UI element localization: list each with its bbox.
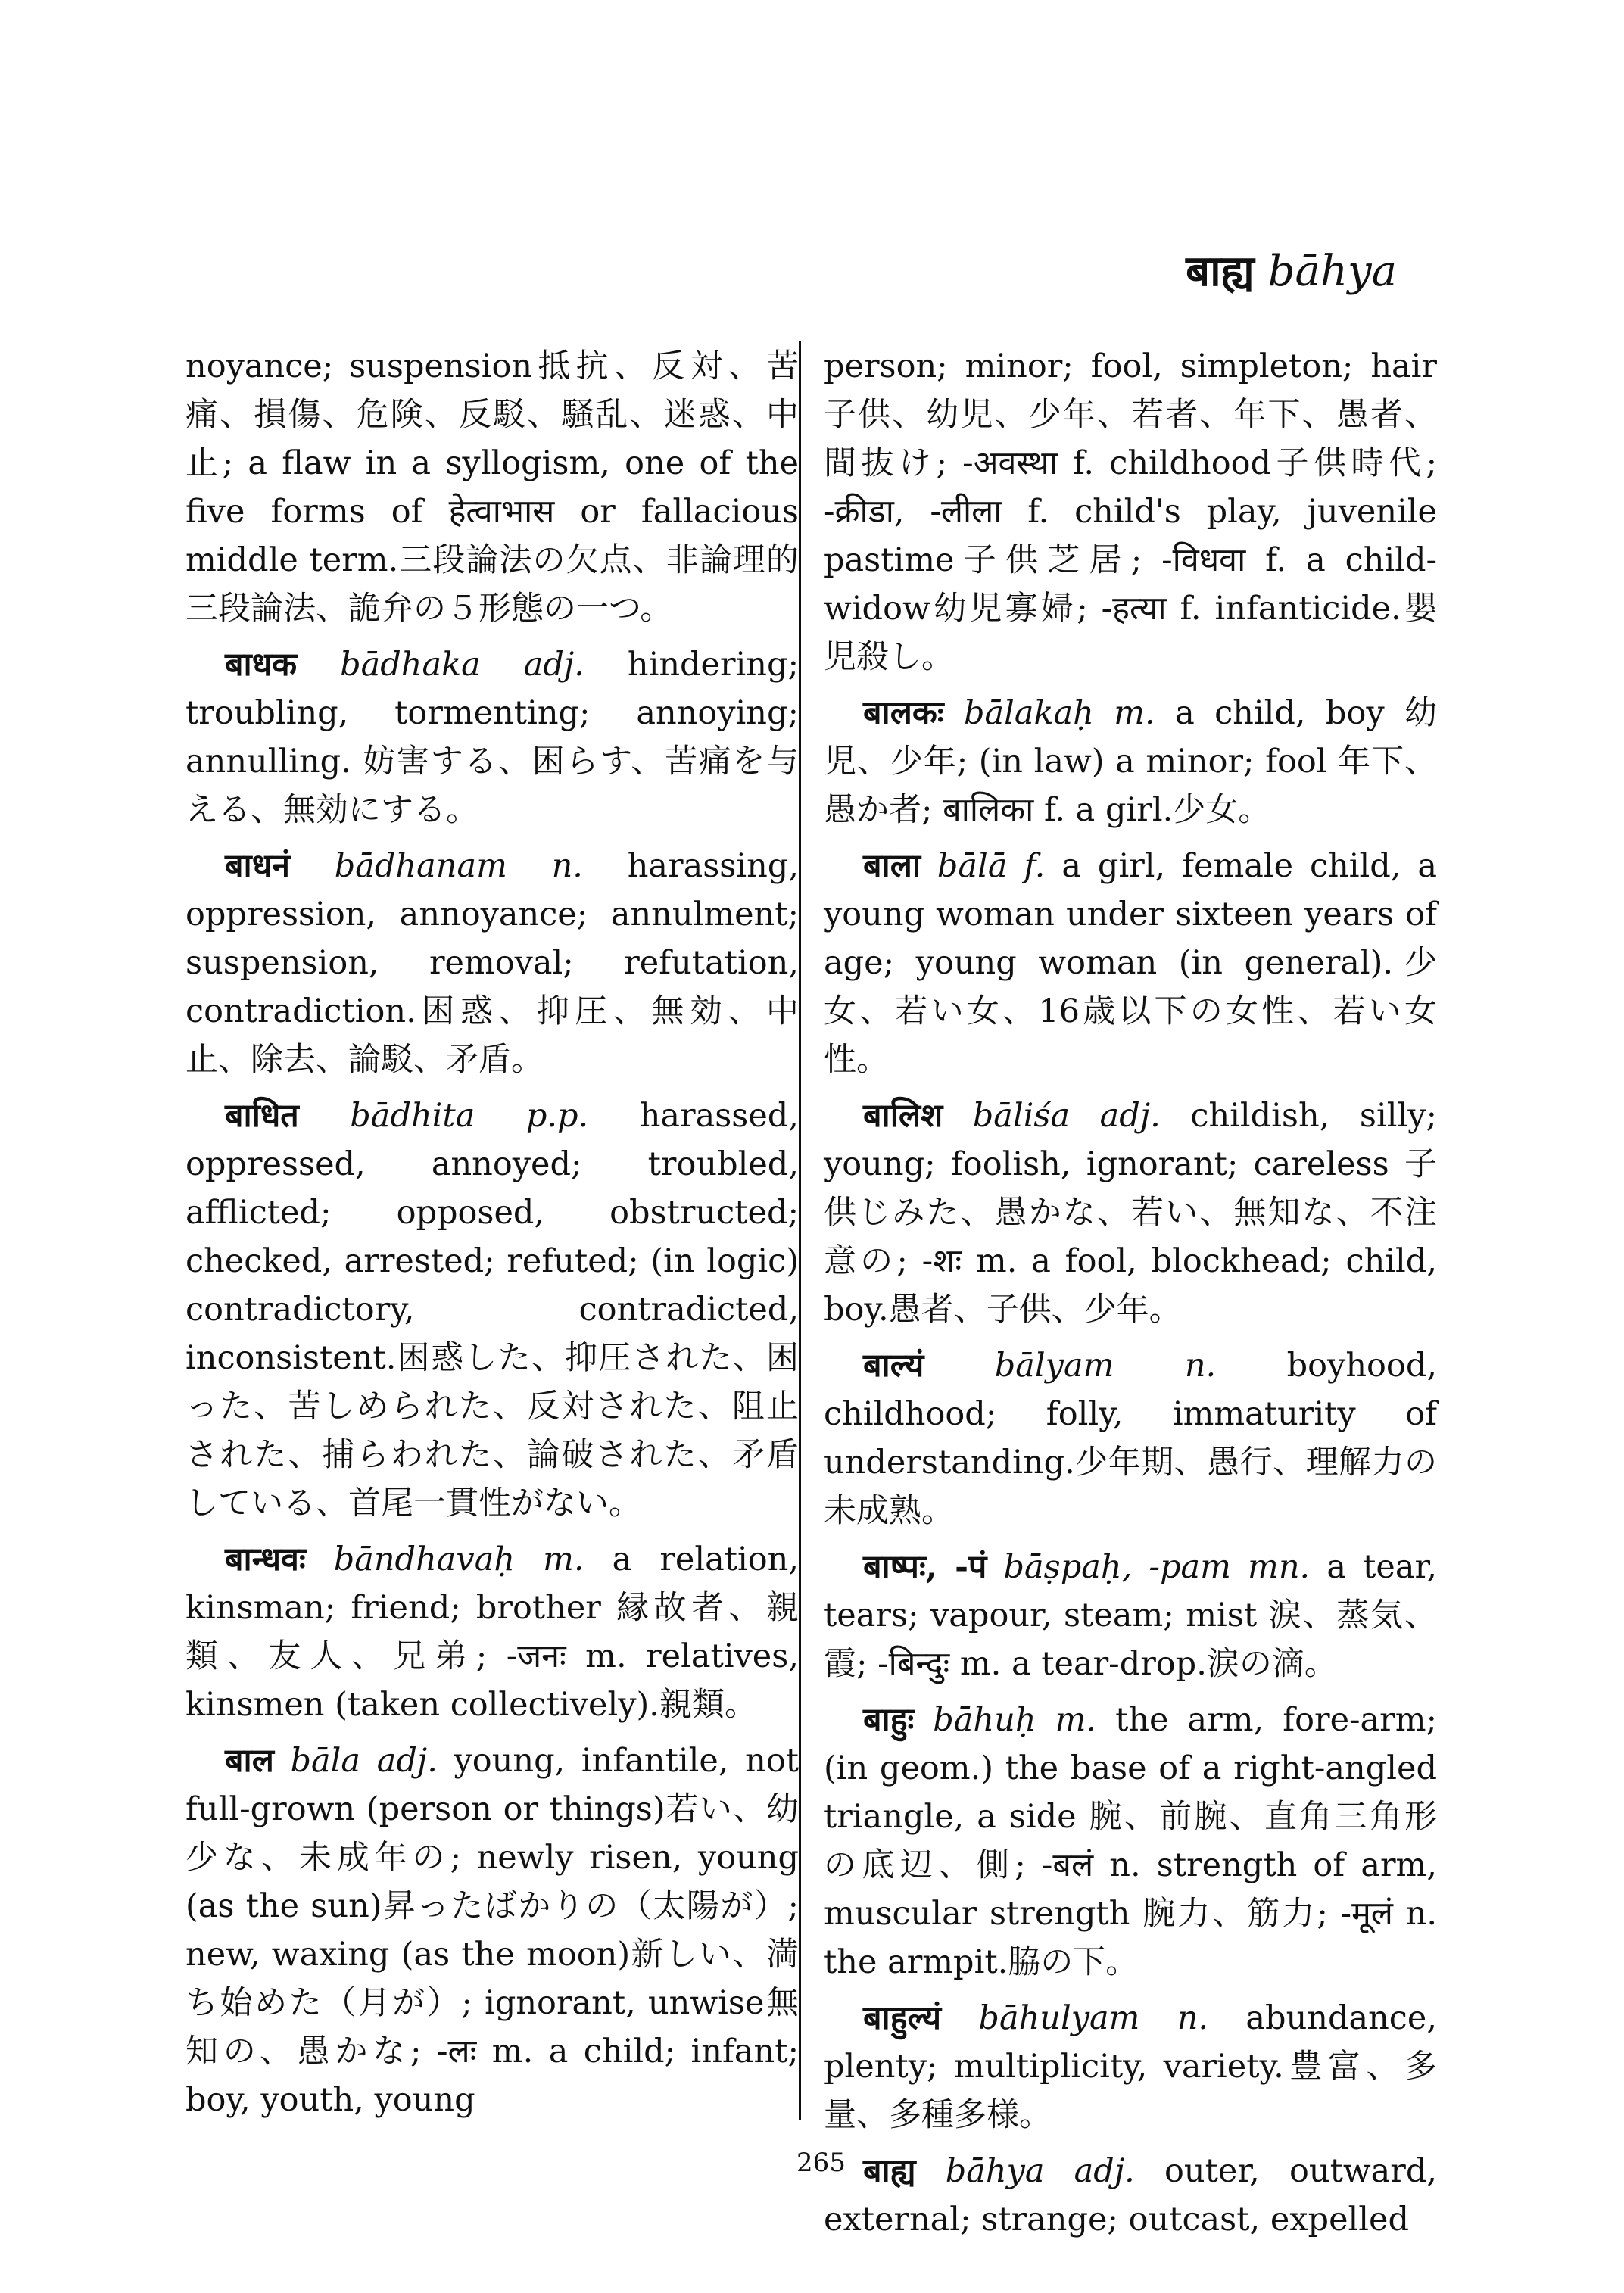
dictionary-entry: [185, 342, 799, 633]
headword-devanagari: बाधक: [225, 646, 298, 684]
dictionary-entry: [824, 2147, 1437, 2244]
headword-roman: bādhaka: [340, 646, 481, 684]
entry-text: hindering; troubling, tormenting; annoying; annulling. 妨害する、困らす、苦痛を与える、無効にする。: [185, 646, 800, 829]
headword-devanagari: बाल्यं: [863, 1347, 924, 1385]
column-divider: [799, 341, 801, 2120]
dictionary-entry: [824, 1341, 1437, 1535]
running-head: [1186, 246, 1397, 296]
dictionary-entry: [185, 1535, 799, 1729]
grammar-label: adj.: [1074, 2152, 1135, 2190]
grammar-label: adj.: [376, 1742, 438, 1780]
headword-devanagari: बान्धवः: [225, 1541, 306, 1578]
dictionary-entry: [824, 1092, 1437, 1334]
headword-devanagari: बालिश: [863, 1097, 943, 1135]
entry-text: harassed, oppressed, annoyed; troubled, afflicted; opposed, obstructed; checked, arrested; refuted; (in logic) contradictory, contradicted, inconsistent.困惑した、抑圧された、困った、苦しめられた、反対された、阻止された、捕らわれた、論破された、矛盾している、首尾一貫性がない。: [185, 1097, 799, 1522]
grammar-label: p.p.: [525, 1097, 589, 1135]
headword-devanagari: बाहुः: [863, 1701, 915, 1739]
headword-roman: bāndhavaḥ: [333, 1541, 516, 1578]
dictionary-entry: [824, 842, 1437, 1084]
page-number: 265: [796, 2148, 846, 2178]
left-column: [185, 342, 799, 2129]
running-head-devanagari: बाह्य: [1186, 246, 1255, 296]
headword-devanagari: बाला: [863, 847, 921, 885]
entry-text: a tear, tears; vapour, steam; mist 涙、蒸気、霞; -बिन्दुः m. a tear-drop.涙の滴。: [824, 1548, 1437, 1683]
headword-devanagari: बाधित: [225, 1097, 299, 1135]
headword-roman: bāhulyam: [978, 1999, 1140, 2037]
entry-text: a child, boy 幼児、少年; (in law) a minor; fool 年下、愚か者; बालिका f. a girl.少女。: [824, 694, 1438, 829]
headword-devanagari: बाहुल्यं: [863, 1999, 942, 2037]
headword-roman: bālyam: [994, 1347, 1114, 1385]
dictionary-entry: [824, 689, 1437, 834]
headword-roman: bādhita: [350, 1097, 475, 1135]
dictionary-entry: [185, 640, 799, 834]
entry-text: person; minor; fool, simpleton; hair子供、幼児、少年、若者、年下、愚者、間抜け; -अवस्था f. childhood子供時代; -क्रीडा, -लीला f. child's play, juvenile pastime子供芝居; -विधवा f. a child-widow幼児寡婦; -हत्या f. infanticide.嬰児殺し。: [824, 347, 1437, 676]
grammar-label: adj.: [523, 646, 584, 684]
headword-devanagari: बालकः: [863, 694, 944, 732]
headword-devanagari: बाल: [225, 1742, 274, 1780]
grammar-label: adj.: [1099, 1097, 1161, 1135]
dictionary-entry: [824, 1994, 1437, 2139]
headword-roman: bādhanam: [334, 847, 507, 885]
grammar-label: n.: [1177, 1999, 1209, 2037]
headword-devanagari: बाधनं: [225, 847, 290, 885]
dictionary-entry: [185, 1092, 799, 1528]
grammar-label: mn.: [1248, 1548, 1311, 1586]
grammar-label: m.: [1114, 694, 1155, 732]
headword-roman: bāhuḥ: [933, 1701, 1036, 1739]
dictionary-entry: [185, 1737, 799, 2124]
dictionary-entry: [185, 842, 799, 1084]
dictionary-entry: [824, 1543, 1437, 1688]
headword-roman: bālā: [937, 847, 1008, 885]
grammar-label: n.: [551, 847, 583, 885]
grammar-label: m.: [543, 1541, 584, 1578]
right-column: [824, 342, 1438, 2238]
headword-roman: bāla: [290, 1742, 361, 1780]
entry-text: the arm, fore-arm; (in geom.) the base of a right-angled triangle, a side 腕、前腕、直角三角形の底辺、側; -बलं n. strength of arm, muscular strength 腕力、筋力; -मूलं n. the armpit.脇の下。: [824, 1701, 1437, 1981]
grammar-label: m.: [1055, 1701, 1097, 1739]
headword-roman: bāhya: [945, 2152, 1045, 2190]
running-head-roman: bāhya: [1267, 247, 1397, 296]
entry-text: young, infantile, not full-grown (person or things)若い、幼少な、未成年の; newly risen, young (as the sun)昇ったばかりの（太陽が）; new, waxing (as the moon)新しい、満ち始めた（月が）; ignorant, unwise無知の、愚かな; -लः m. a child; infant; boy, youth, young: [185, 1742, 800, 2119]
dictionary-entry: [824, 1696, 1437, 1986]
grammar-label: f.: [1024, 847, 1046, 885]
headword-devanagari: बाह्य: [863, 2152, 916, 2190]
entry-text: abundance, plenty; multiplicity, variety.豊富、多量、多種多様。: [824, 1999, 1438, 2134]
entry-text: noyance; suspension抵抗、反対、苦痛、損傷、危険、反駁、騒乱、迷惑、中止; a flaw in a syllogism, one of the five forms of हेत्वाभास or fallacious middle term.三段論法の欠点、非論理的三段論法、詭弁の５形態の一つ。: [185, 347, 799, 628]
entry-text: a relation, kinsman; friend; brother 縁故者、親類、友人、兄弟; -जनः m. relatives, kinsmen (taken collectively).親類。: [185, 1541, 799, 1724]
entry-text: boyhood, childhood; folly, immaturity of understanding.少年期、愚行、理解力の未成熟。: [824, 1347, 1438, 1530]
entry-text: harassing, oppression, annoyance; annulment; suspension, removal; refutation, contradiction.困惑、抑圧、無効、中止、除去、論駁、矛盾。: [185, 847, 799, 1079]
dictionary-entry: [824, 342, 1437, 681]
entry-text: a girl, female child, a young woman under sixteen years of age; young woman (in general).少女、若い女、16歳以下の女性、若い女性。: [824, 847, 1438, 1079]
grammar-label: n.: [1184, 1347, 1217, 1385]
headword-devanagari: बाष्पः, -पं: [863, 1548, 987, 1586]
headword-roman: bālakaḥ: [963, 694, 1094, 732]
entry-text: outer, outward, external; strange; outcast, expelled: [824, 2152, 1438, 2238]
entry-text: childish, silly; young; foolish, ignorant; careless 子供じみた、愚かな、若い、無知な、不注意の; -शः m. a fool, blockhead; child, boy.愚者、子供、少年。: [824, 1097, 1437, 1329]
headword-roman: bāṣpaḥ, -pam: [1003, 1548, 1231, 1586]
headword-roman: bāliśa: [972, 1097, 1071, 1135]
